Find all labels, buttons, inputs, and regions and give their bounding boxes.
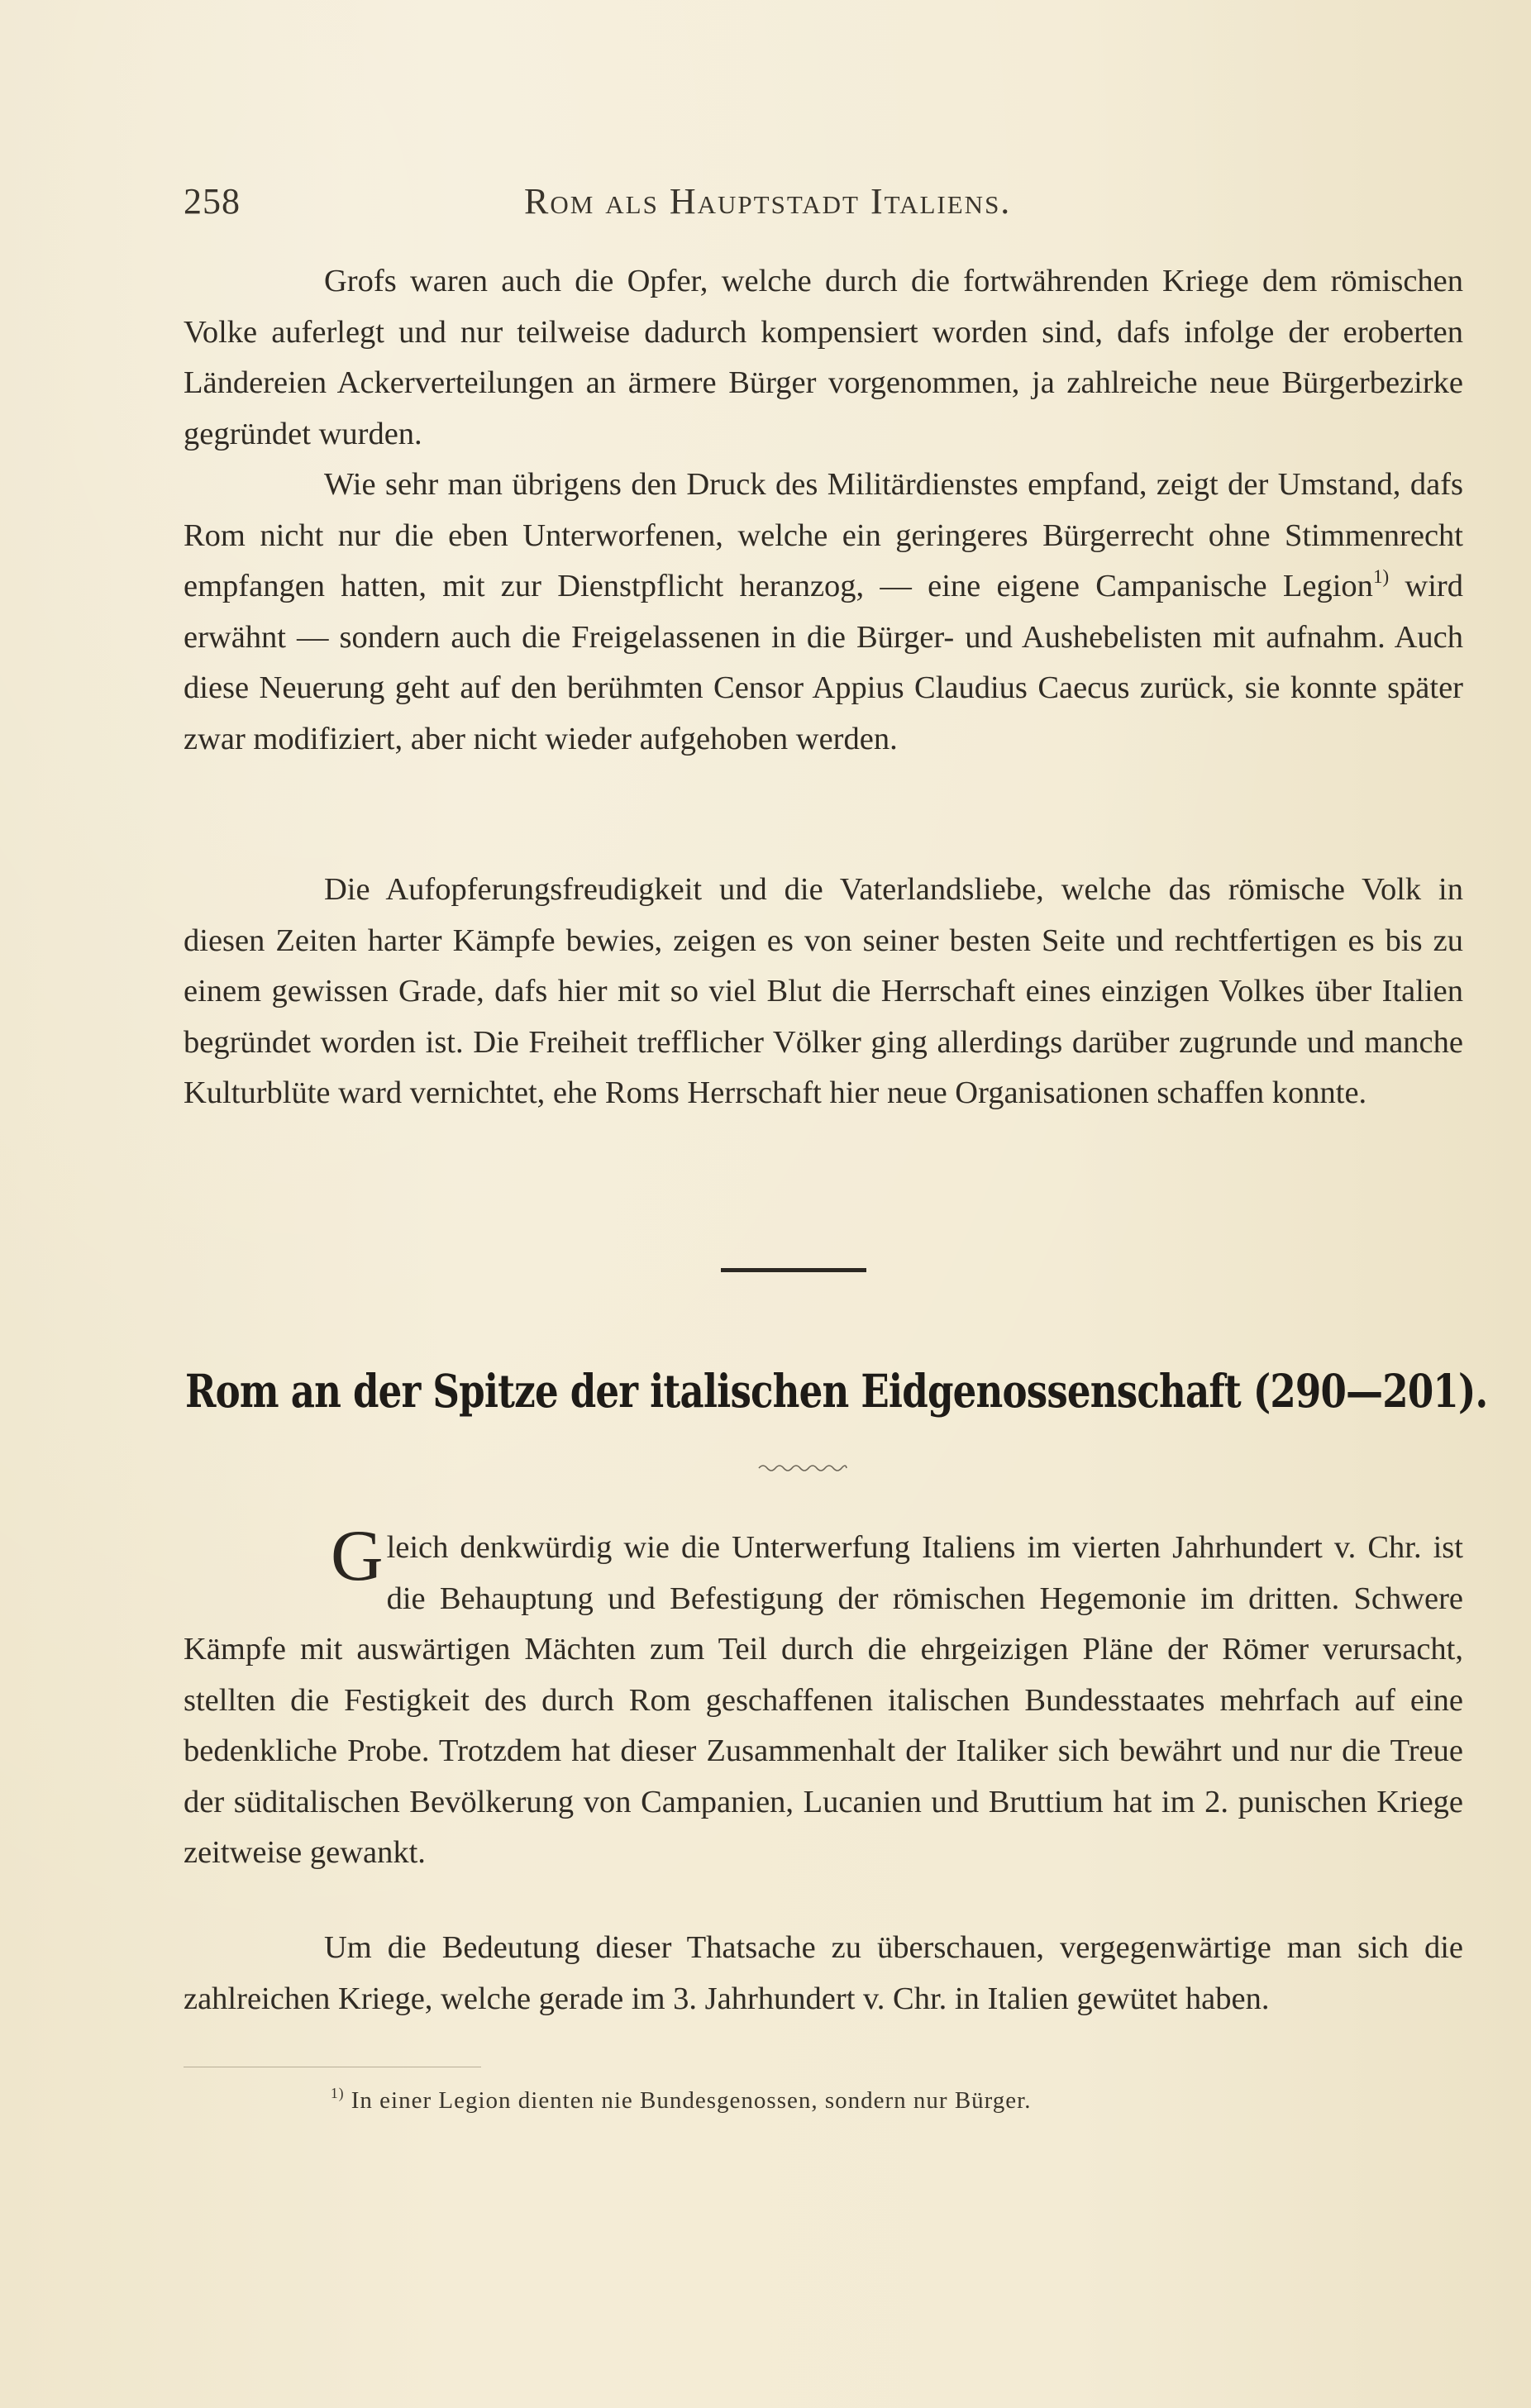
- running-title: Rom als Hauptstadt Italiens.: [524, 181, 1012, 222]
- paragraph-text: Die Aufopferungsfreudigkeit und die Vaterlandsliebe, welche das römische Volk in diesen Zeiten harter Kämpfe bewies, zeigen es von seiner besten Seite und rechtfertigen es bis zu einem gewissen Grade, dafs hier mit so viel Blut die Herrschaft eines einzigen Volkes über Italien begründet worden ist. Die Freiheit trefflicher Völker ging allerdings darüber zugrunde und manche Kulturblüte ward vernichtet, ehe Roms Herrschaft hier neue Organisationen schaffen konnte.: [184, 872, 1463, 1110]
- paragraph-gleich-denkwuerdig: [184, 1516, 1463, 1879]
- paragraph-aufopferung: [184, 865, 1463, 1119]
- drop-cap: G: [331, 1516, 384, 1596]
- footnote-marker: 1): [331, 2084, 345, 2101]
- paragraph-text: [184, 460, 1463, 765]
- paragraph-text-part: Wie sehr man übrigens den Druck des Militärdienstes empfand, zeigt der Umstand, dafs Rom nicht nur die eben Unterworfenen, welche ein geringeres Bürgerrecht ohne Stimmenrecht empfangen hatten, mit zur Dienstpflicht heranzog, — eine eigene Campanische Legion: [184, 467, 1463, 603]
- paragraph-opfer: [184, 256, 1463, 460]
- running-head: [184, 180, 1118, 230]
- section-heading: Rom an der Spitze der italischen Eidgenossenschaft (290—201).: [185, 1364, 1488, 1418]
- footnote-reference: 1): [1372, 565, 1390, 587]
- paragraph-bedeutung: [184, 1923, 1463, 2024]
- page-number: 258: [184, 181, 241, 222]
- paragraph-text: [184, 1516, 1463, 1879]
- paragraph-text-part: leich denkwürdig wie die Unterwerfung Italiens im vierten Jahrhundert v. Chr. ist die Behauptung und Befestigung der römischen Hegemonie im dritten. Schwere Kämpfe mit auswärtigen Mächten zum Teil durch die ehrgeizigen Pläne der Römer verursacht, stellten die Festigkeit des durch Rom geschaffenen italischen Bundesstaates mehrfach auf eine bedenkliche Probe. Trotzdem hat dieser Zusammenhalt der Italiker sich bewährt und nur die Treue der süditalischen Bevölkerung von Campanien, Lucanien und Bruttium hat im 2. punischen Kriege zeitweise gewankt.: [184, 1530, 1463, 1870]
- paragraph-militaerdienst: [184, 460, 1463, 765]
- footnote-text: In einer Legion dienten nie Bundesgenossen, sondern nur Bürger.: [344, 2087, 1032, 2114]
- paragraph-text: Um die Bedeutung dieser Thatsache zu überschauen, vergegenwärtige man sich die zahlreichen Kriege, welche gerade im 3. Jahrhundert v. Chr. in Italien gewütet haben.: [184, 1930, 1463, 2016]
- section-divider-rule: [721, 1268, 866, 1272]
- paragraph-text-part: wird erwähnt — sondern auch die Freigelassenen in die Bürger- und Aushebelisten mit aufnahm. Auch diese Neuerung geht auf den berühmten Censor Appius Claudius Caecus zurück, sie konnte später zwar modifiziert, aber nicht wieder aufgehoben werden.: [184, 569, 1464, 756]
- footnote: [331, 2084, 1032, 2115]
- wave-ornament-icon: [757, 1461, 848, 1475]
- paragraph-text: Grofs waren auch die Opfer, welche durch die fortwährenden Kriege dem römischen Volke auferlegt und nur teilweise dadurch kompensiert worden sind, dafs infolge der eroberten Ländereien Ackerverteilungen an ärmere Bürger vorgenommen, ja zahlreiche neue Bürgerbezirke gegründet wurden.: [184, 264, 1463, 451]
